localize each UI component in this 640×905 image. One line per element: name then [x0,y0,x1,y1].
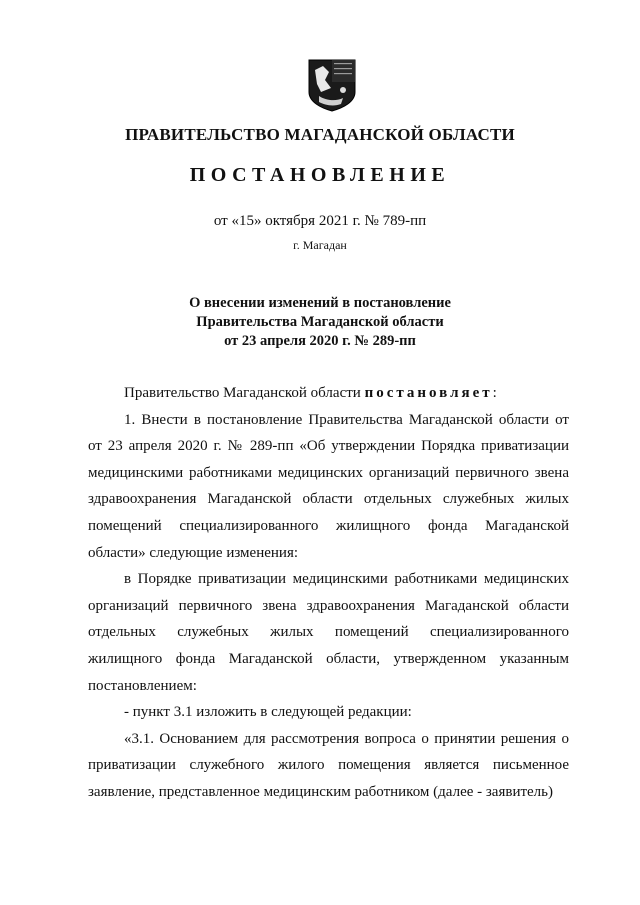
body-paragraph: «3.1. Основанием для рассмотрения вопроса о принятии решения о приватизации служебного жилого помещения является письменное заявление, представленное медицинским работником (далее - заявитель) [88,730,569,800]
subject-line: Правительства Магаданской области [196,314,444,330]
document-subject [0,294,640,351]
document-type: ПОСТАНОВЛЕНИЕ [189,164,451,186]
document-city: г. Магадан [293,238,347,252]
body-paragraph: - пункт 3.1 изложить в следующей редакции: [124,704,412,721]
document-body [88,380,569,806]
body-paragraph: 1. Внести в постановление Правительства Магаданской области от от 23 апреля 2020 г. № 289-пп «Об утверждении Порядка приватизации медицинскими работниками медицинских организаций первичного звена здравоохранения Магаданской области отдельных служебных жилых помещений специализированного жилищного фонда Магаданской области» следующие изменения: [88,411,569,561]
intro-suffix: : [492,385,497,401]
subject-line: О внесении изменений в постановление [189,295,451,311]
document-date-number: от «15» октября 2021 г. № 789-пп [213,213,427,229]
intro-verb: постановляет [364,385,493,401]
magadan-coat-of-arms-icon [307,58,357,112]
body-paragraph: в Порядке приватизации медицинскими работниками медицинских организаций первичного звена здравоохранения Магаданской области отдельных служебных жилых помещений специализированного жилищного фонда Магаданской области, утвержденном указанным постановлением: [88,571,569,694]
intro-prefix: Правительство Магаданской области [124,385,361,401]
intro-paragraph [88,380,569,407]
subject-line: от 23 апреля 2020 г. № 289-пп [224,333,416,349]
organization-name: ПРАВИТЕЛЬСТВО МАГАДАНСКОЙ ОБЛАСТИ [125,125,515,144]
